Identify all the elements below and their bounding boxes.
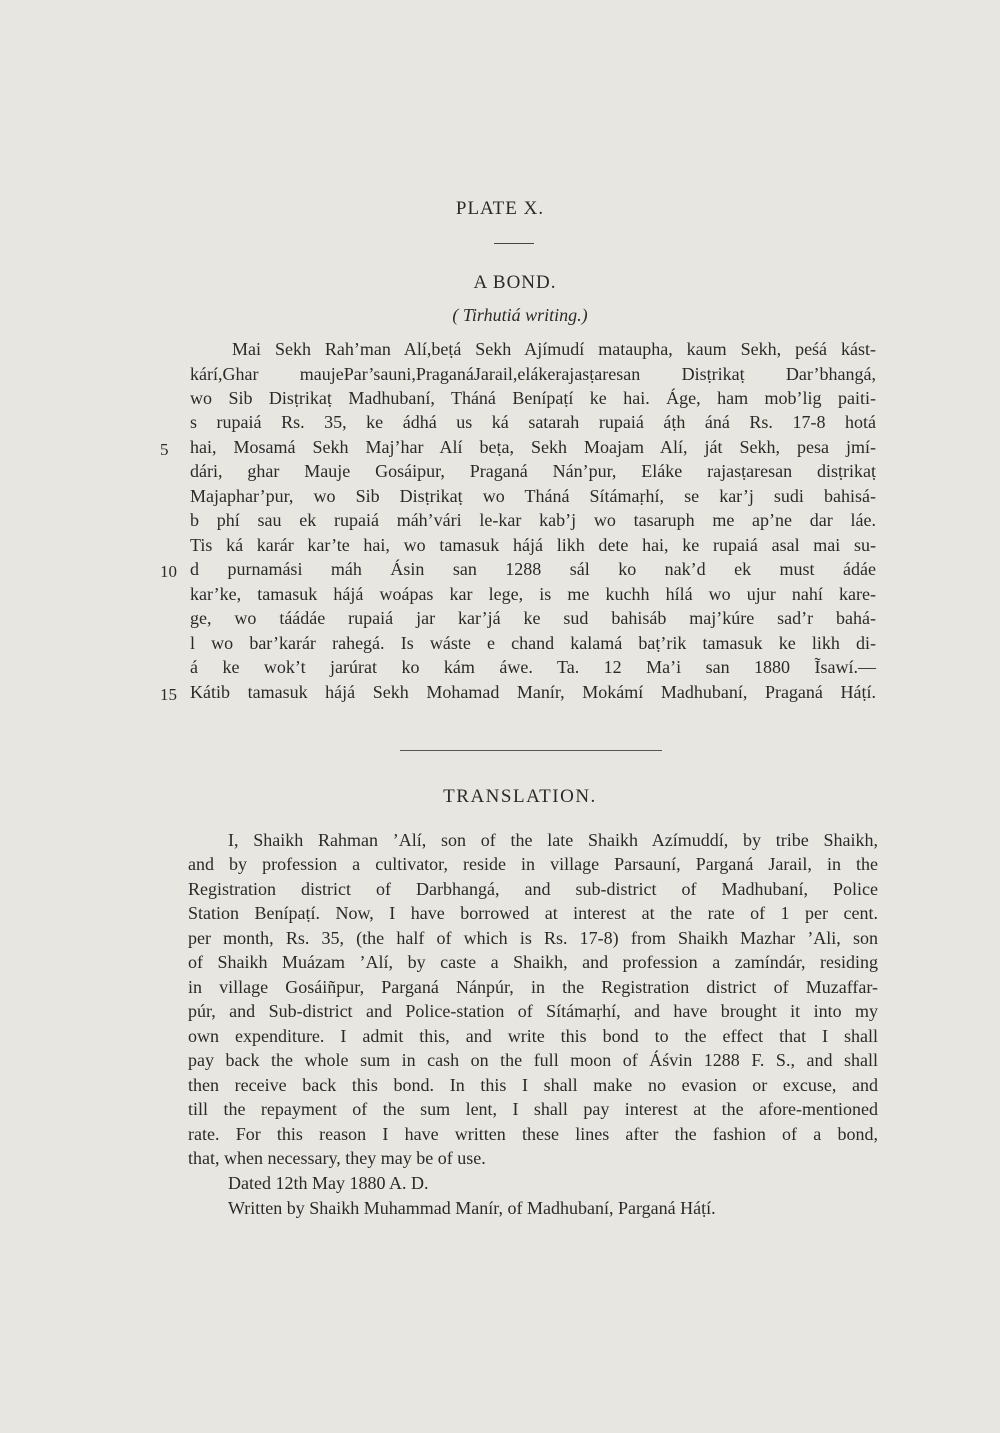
original-line: Kátib tamasuk hájá Sekh Mohamad Manír, Mokámí Madhubaní, Praganá Háṭí. xyxy=(190,682,876,702)
line-number: 15 xyxy=(160,685,177,704)
translation-line: rate. For this reason I have written these lines after the fashion of a bond, xyxy=(188,1124,878,1144)
translation-line: of Shaikh Muázam ’Alí, by caste a Shaikh, and profession a zamíndár, residing xyxy=(188,952,878,972)
translation-date: Dated 12th May 1880 A. D. xyxy=(228,1173,429,1193)
original-line: d purnamási máh Ásin san 1288 sál ko nak’d ek must ádáe xyxy=(190,559,876,579)
original-line: kárí,Ghar maujePar’sauni,PraganáJarail,elákerajasṭaresan Disṭrikaṭ Dar’bhangá, xyxy=(190,364,876,384)
original-line: Mai Sekh Rah’man Alí,beṭá Sekh Ajímudí mataupha, kaum Sekh, peśá kást- xyxy=(232,339,876,359)
original-line: ge, wo táádáe rupaiá jar kar’já ke sud bahisáb maj’kúre sad’r bahá- xyxy=(190,608,876,628)
translation-line: then receive back this bond. In this I shall make no evasion or excuse, and xyxy=(188,1075,878,1095)
translation-line: that, when necessary, they may be of use. xyxy=(188,1148,486,1168)
translation-line: per month, Rs. 35, (the half of which is Rs. 17-8) from Shaikh Mazhar ’Ali, son xyxy=(188,928,878,948)
line-number: 5 xyxy=(160,440,169,459)
bond-title: A BOND. xyxy=(473,272,557,293)
translation-line: I, Shaikh Rahman ’Alí, son of the late Shaikh Azímuddí, by tribe Shaikh, xyxy=(228,830,878,850)
translation-signature: Written by Shaikh Muhammad Manír, of Madhubaní, Parganá Háṭí. xyxy=(228,1198,716,1218)
original-line: dári, ghar Mauje Gosáipur, Praganá Nán’pur, Eláke rajasṭaresan disṭrikaṭ xyxy=(190,461,876,481)
original-line: s rupaiá Rs. 35, ke ádhá us ká satarah rupaiá áṭh áná Rs. 17-8 hotá xyxy=(190,412,876,432)
original-line: l wo bar’karár rahegá. Is wáste e chand kalamá baṭ’rik tamasuk ke likh di- xyxy=(190,633,876,653)
original-line: b phí sau ek rupaiá máh’vári le-kar kab’j wo tasaruph me ap’ne dar láe. xyxy=(190,510,876,530)
original-line: wo Sib Disṭrikaṭ Madhubaní, Tháná Benípaṭí ke hai. Áge, ham mob’lig paiti- xyxy=(190,388,876,408)
original-line: Tis ká karár kar’te hai, wo tamasuk hájá likh dete hai, ke rupaiá asal mai su- xyxy=(190,535,876,555)
script-subtitle: ( Tirhutiá writing.) xyxy=(452,305,588,325)
translation-line: and by profession a cultivator, reside in village Parsauní, Parganá Jarail, in the xyxy=(188,854,878,874)
translation-line: púr, and Sub-district and Police-station of Sítámaṛhí, and have brought it into my xyxy=(188,1001,878,1021)
translation-line: own expenditure. I admit this, and write this bond to the effect that I shall xyxy=(188,1026,878,1046)
plate-title: PLATE X. xyxy=(455,198,545,219)
original-line: kar’ke, tamasuk hájá woápas kar lege, is me kuchh hílá wo ujur nahí kare- xyxy=(190,584,876,604)
translation-line: pay back the whole sum in cash on the full moon of Áśvin 1288 F. S., and shall xyxy=(188,1050,878,1070)
line-number: 10 xyxy=(160,562,177,581)
translation-line: Registration district of Darbhangá, and sub-district of Madhubaní, Police xyxy=(188,879,878,899)
translation-line: in village Gosáiñpur, Parganá Nánpúr, in the Registration district of Muzaffar- xyxy=(188,977,878,997)
original-line: Majaphar’pur, wo Sib Disṭrikaṭ wo Tháná Sítámaṛhí, se kar’j sudi bahisá- xyxy=(190,486,876,506)
original-line: á ke wok’t jarúrat ko kám áwe. Ta. 12 Ma’i san 1880 Ĩsawí.— xyxy=(190,657,876,677)
translation-title: TRANSLATION. xyxy=(443,786,597,807)
section-divider xyxy=(400,750,662,751)
translation-line: Station Benípaṭí. Now, I have borrowed at interest at the rate of 1 per cent. xyxy=(188,903,878,923)
original-line: hai, Mosamá Sekh Maj’har Alí beṭa, Sekh Moajam Alí, ját Sekh, pesa jmí- xyxy=(190,437,876,457)
title-divider xyxy=(494,243,534,244)
translation-line: till the repayment of the sum lent, I shall pay interest at the afore-mentioned xyxy=(188,1099,878,1119)
